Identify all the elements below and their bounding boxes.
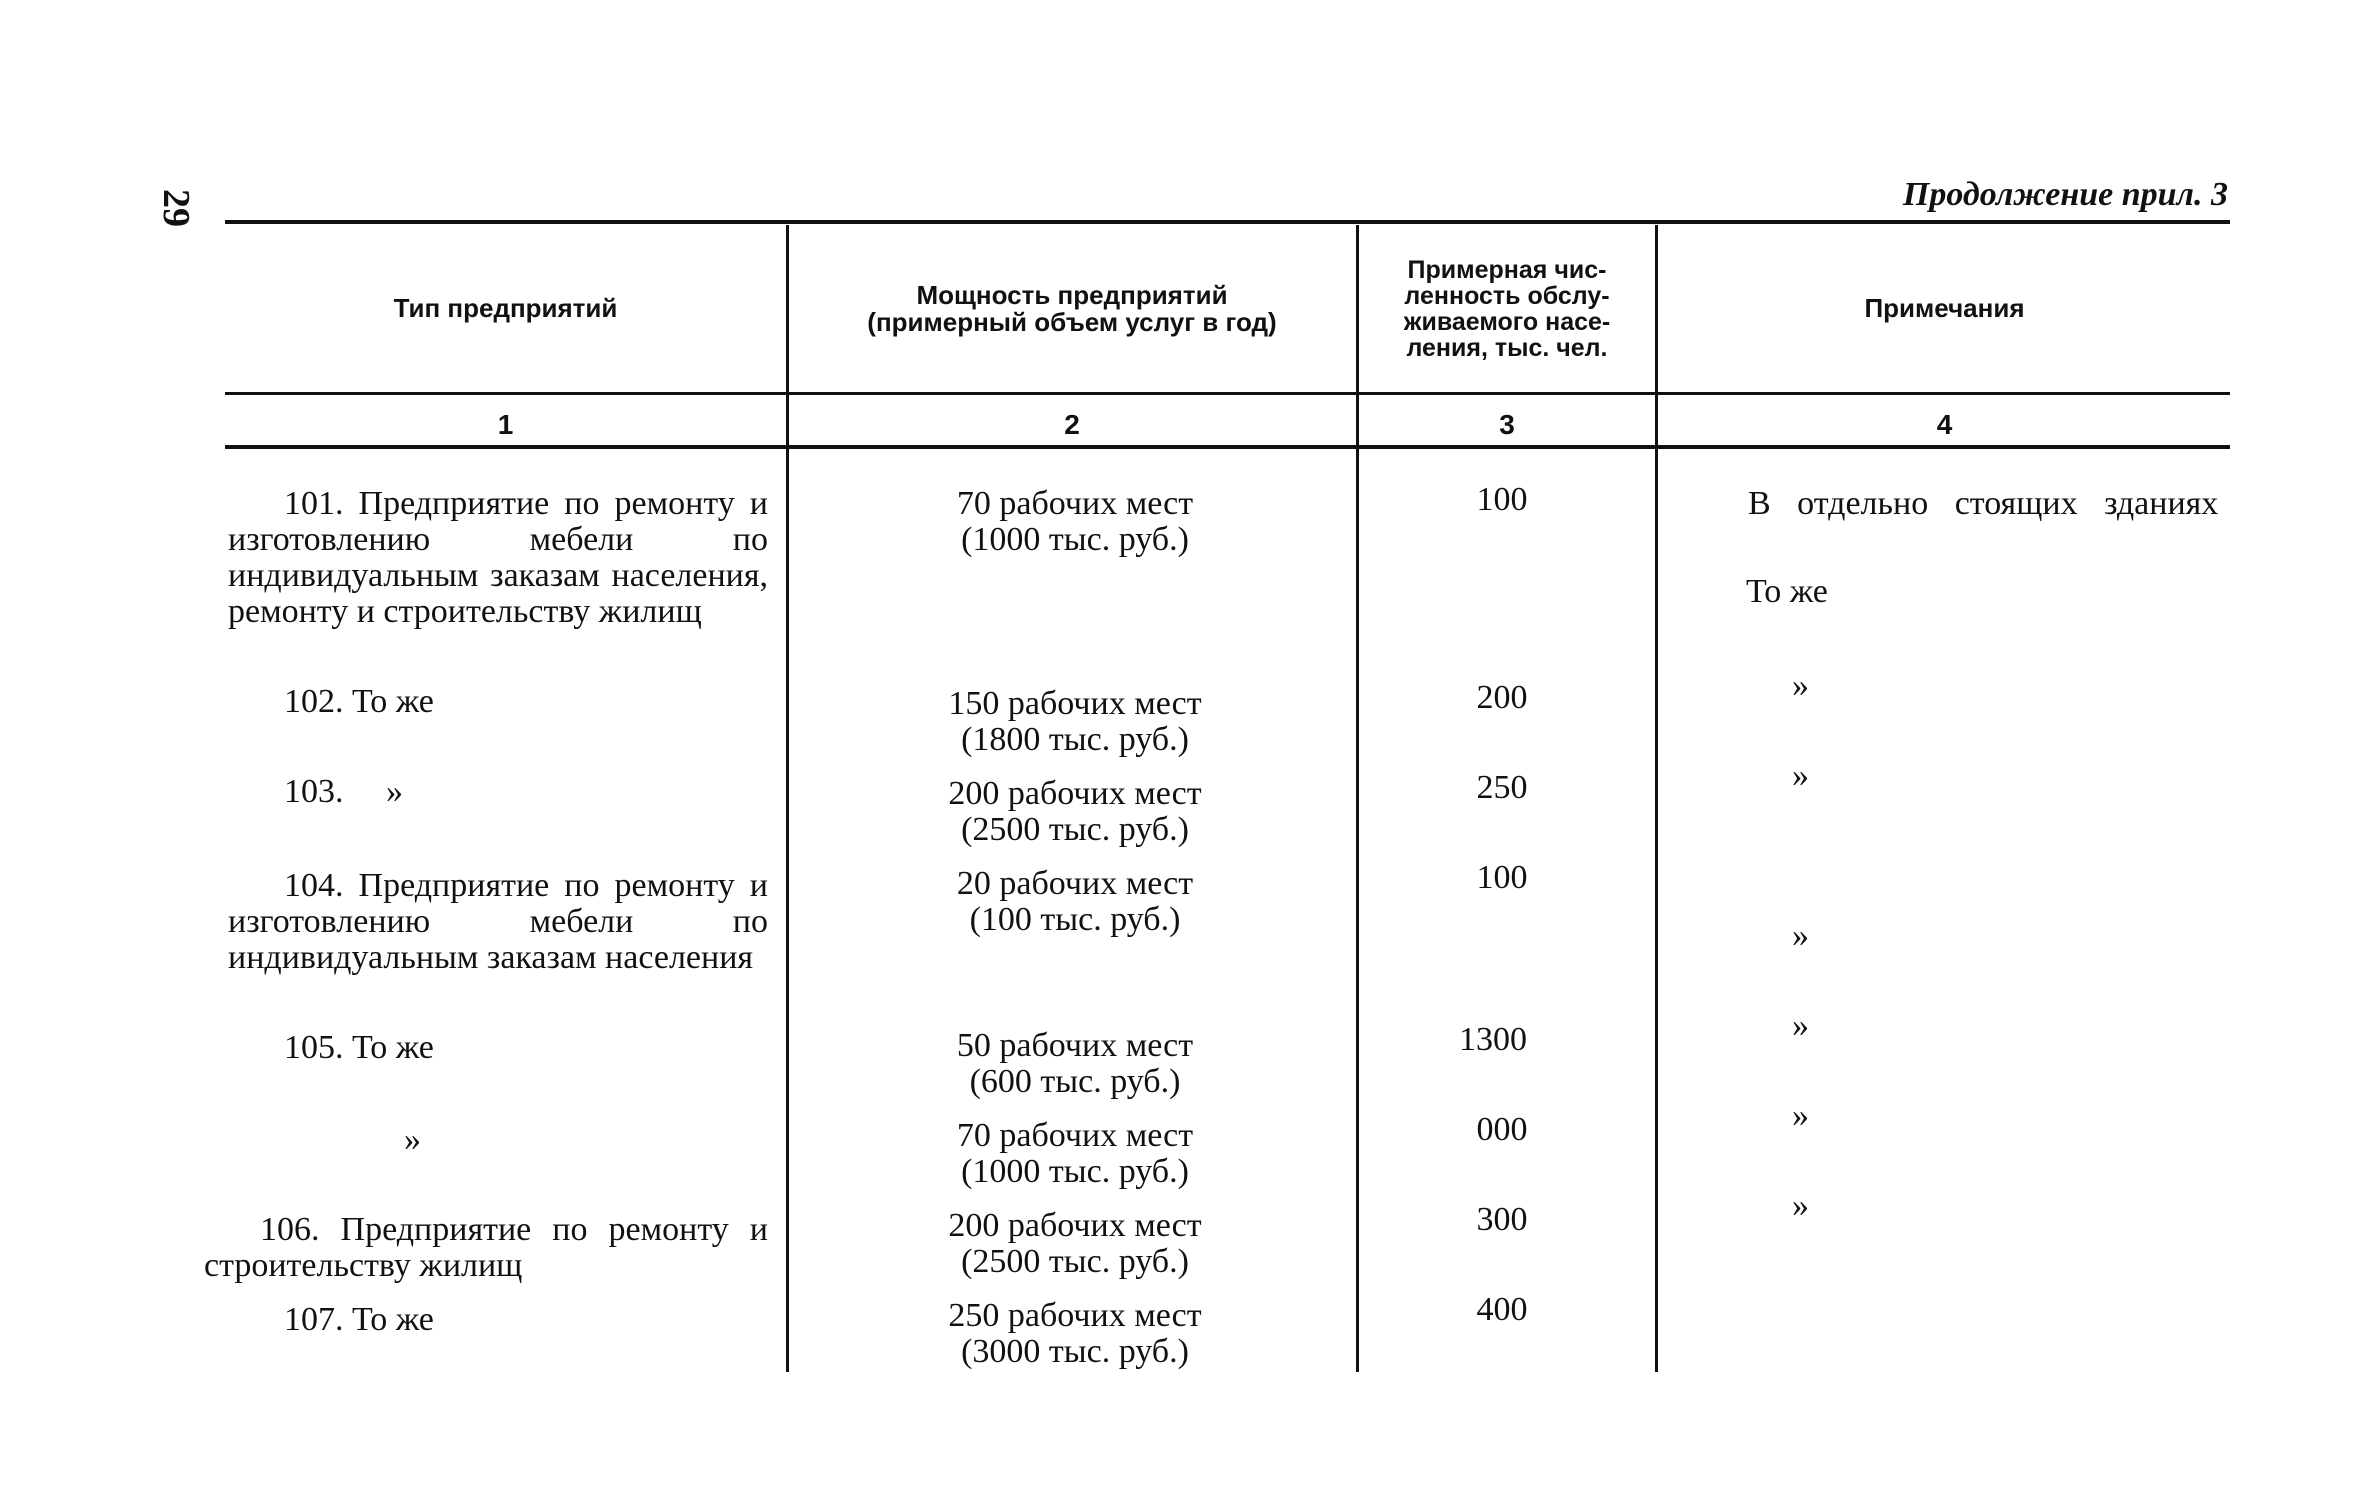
capacity-places: 70 рабочих мест <box>956 1117 1194 1154</box>
row-103-note: » <box>1792 667 1809 704</box>
capacity-places: 200 рабочих мест <box>948 1207 1202 1244</box>
column-divider-1 <box>786 225 789 1372</box>
header-population-line: Примерная чис- <box>1407 255 1607 284</box>
row-107-type: 107. То же <box>284 1301 434 1338</box>
row-103-type <box>228 774 768 810</box>
row-101-capacity <box>800 486 1350 558</box>
page-number: 29 <box>155 189 197 227</box>
row-106-capacity <box>800 1208 1350 1280</box>
capacity-volume: (2500 тыс. руб.) <box>961 1243 1189 1280</box>
header-population-line: живаемого насе- <box>1403 308 1611 336</box>
row-ditto-type: » <box>404 1121 421 1158</box>
capacity-places: 20 рабочих мест <box>956 865 1194 902</box>
row-104-population: 100 <box>1476 859 1528 896</box>
row-107-capacity <box>800 1298 1350 1370</box>
row-102-population: 200 <box>1476 679 1528 716</box>
capacity-places: 250 рабочих мест <box>948 1297 1202 1334</box>
row-106-population: 300 <box>1476 1201 1528 1238</box>
row-105-note: » <box>1792 917 1809 954</box>
row-105-population: 1300 <box>1459 1021 1527 1058</box>
capacity-places: 50 рабочих мест <box>956 1027 1194 1064</box>
column-number-3: 3 <box>1499 409 1515 440</box>
row-ditto-note: » <box>1792 1007 1809 1044</box>
header-population-line: ленность обслу- <box>1404 281 1610 310</box>
row-105-capacity <box>800 1028 1350 1100</box>
row-107-note: » <box>1792 1187 1809 1224</box>
table-top-rule <box>225 220 2230 224</box>
capacity-volume: (1000 тыс. руб.) <box>961 1153 1189 1190</box>
column-divider-3 <box>1655 225 1658 1372</box>
row-104-note: » <box>1792 757 1809 794</box>
row-104-capacity <box>800 866 1350 938</box>
header-capacity <box>792 228 1352 390</box>
column-number-1: 1 <box>497 409 514 440</box>
header-bottom-rule <box>225 392 2230 395</box>
capacity-volume: (600 тыс. руб.) <box>969 1063 1181 1100</box>
header-capacity-line: (примерный объем услуг в год) <box>867 307 1277 337</box>
row-105-type: 105. То же <box>284 1029 434 1066</box>
row-103-type-text: 103. » <box>284 773 403 810</box>
row-102-type: 102. То же <box>284 683 434 720</box>
row-106-note: » <box>1792 1097 1809 1134</box>
row-ditto-capacity <box>800 1118 1350 1190</box>
capacity-volume: (1800 тыс. руб.) <box>961 721 1189 758</box>
capacity-volume: (3000 тыс. руб.) <box>961 1333 1189 1370</box>
row-103-population: 250 <box>1476 769 1528 806</box>
header-notes: Примечания <box>1864 293 2025 324</box>
column-divider-2 <box>1356 225 1359 1372</box>
capacity-volume: (100 тыс. руб.) <box>969 901 1181 938</box>
row-101-type: 101. Предприятие по ремонту и изготовлению мебели по индивидуальным заказам населения, ремонту и строительству жилищ <box>228 485 768 630</box>
column-number-2: 2 <box>1064 409 1080 440</box>
row-102-capacity <box>800 686 1350 758</box>
row-106-type: 106. Предприятие по ремонту и строительству жилищ <box>204 1211 768 1284</box>
row-107-population: 400 <box>1476 1291 1528 1328</box>
row-104-type: 104. Предприятие по ремонту и изготовлению мебели по индивидуальным заказам населения <box>228 867 768 976</box>
row-102-note: То же <box>1746 573 1828 610</box>
row-ditto-population: 000 <box>1476 1111 1528 1148</box>
continuation-label: Продолжение прил. 3 <box>1902 176 2228 213</box>
capacity-places: 150 рабочих мест <box>948 685 1202 722</box>
capacity-places: 70 рабочих мест <box>956 485 1194 522</box>
capacity-volume: (1000 тыс. руб.) <box>961 521 1189 558</box>
capacity-places: 200 рабочих мест <box>948 775 1202 812</box>
column-number-4: 4 <box>1936 409 1953 440</box>
row-103-capacity <box>800 776 1350 848</box>
capacity-volume: (2500 тыс. руб.) <box>961 811 1189 848</box>
header-type: Тип предприятий <box>393 293 618 324</box>
header-population-line: ления, тыс. чел. <box>1406 334 1608 363</box>
row-101-note: В отдельно стоящих зданиях <box>1748 485 2219 522</box>
header-capacity-line: Мощность предприятий <box>916 279 1228 310</box>
row-101-population: 100 <box>1476 481 1528 518</box>
header-population <box>1362 228 1652 390</box>
